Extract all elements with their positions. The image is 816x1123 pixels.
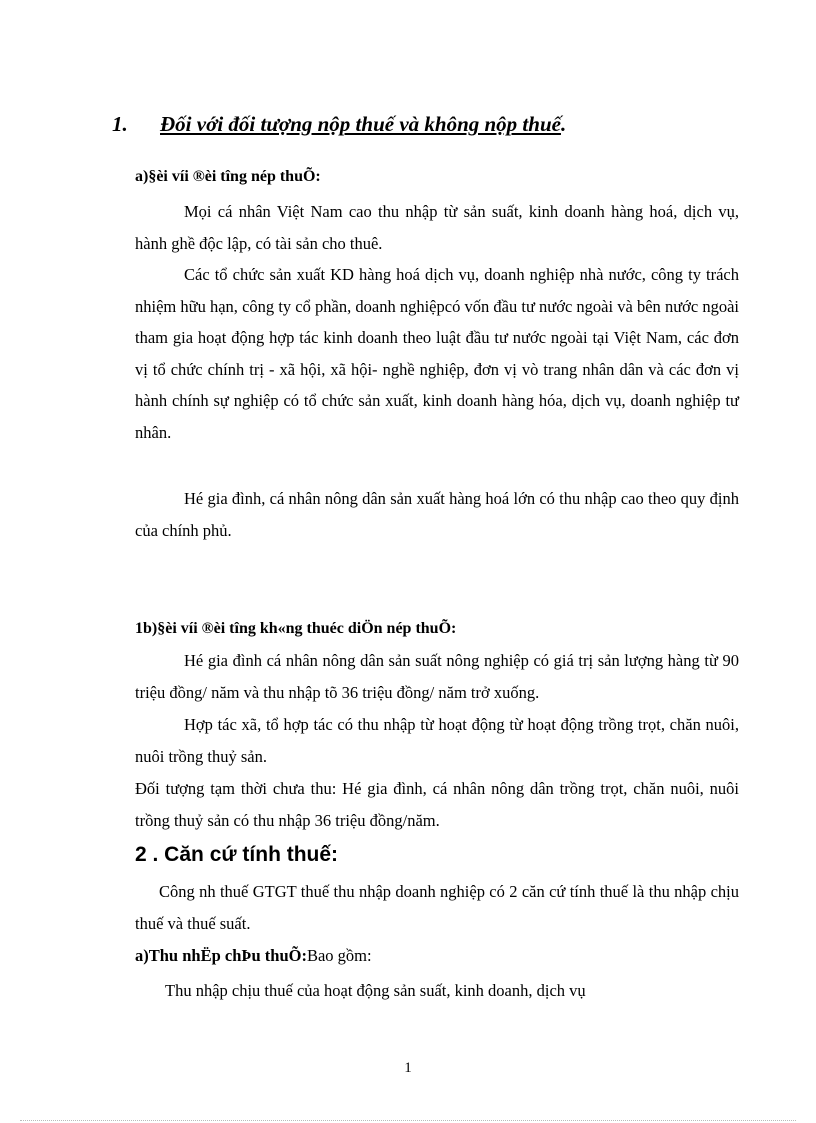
section-b-title: 1b)§èi víi ®èi tîng kh«ng thuéc diÖn nép thuÕ: [135,620,457,637]
section-2-intro: Công nh thuế GTGT thuế thu nhập doanh nghiệp có 2 căn cứ tính thuế là thu nhập chịu thuế và thuế suất. [135,882,739,933]
heading-1-text: Đối với đối tượng nộp thuế và không nộp thuế [160,112,561,136]
heading-1-number: 1. [112,112,128,136]
section-a-paragraph-3: Hé gia đình, cá nhân nông dân sản xuất hàng hoá lớn có thu nhập cao theo quy định của chính phủ. [135,489,739,540]
page-number: 1 [404,1060,412,1076]
section-b-extra-paragraph: Đối tượng tạm thời chưa thu: Hé gia đình, cá nhân nông dân trồng trọt, chăn nuôi, nuôi trồng thuỷ sản có thu nhập 36 triệu đồng/năm. [135,779,739,830]
section-a-paragraph-2: Các tổ chức sản xuất KD hàng hoá dịch vụ, doanh nghiệp nhà nước, công ty trách nhiệm hữu hạn, công ty cổ phần, doanh nghiệpcó vốn đầu tư nước ngoài và bên nước ngoài tham gia hoạt động hợp tác kinh doanh theo luật đầu tư nước ngoài tại Việt Nam, các đơn vị tổ chức chính trị - xã hội, xã hội- nghề nghiệp, đơn vị vò trang nhân dân và các đơn vị hành chính sự nghiệp có tổ chức sản xuất, kinh doanh hàng hóa, dịch vụ, doanh nghiệp tư nhân. [135,265,739,442]
section-2-subheading-rest: Bao gồm: [306,946,372,965]
section-a-title: a)§èi víi ®èi tîng nép thuÕ: [135,168,321,185]
heading-2: 2 . Căn cứ tính thuế: [135,843,339,866]
section-b-paragraph-2: Hợp tác xã, tổ hợp tác có thu nhập từ hoạt động từ hoạt động trồng trọt, chăn nuôi, nuôi trồng thuỷ sản. [135,715,739,766]
section-2-last-line: Thu nhập chịu thuế của hoạt động sản suất, kinh doanh, dịch vụ [165,981,586,1000]
section-a-paragraph-1: Mọi cá nhân Việt Nam cao thu nhập từ sản suất, kinh doanh hàng hoá, dịch vụ, hành ghề độc lập, có tài sản cho thuê. [135,202,739,253]
heading-1-tail: . [560,112,567,136]
section-2-subheading [135,940,739,972]
section-b-paragraph-1: Hé gia đình cá nhân nông dân sản suất nông nghiệp có giá trị sản lượng hàng từ 90 triệu đồng/ năm và thu nhập tõ 36 triệu đồng/ năm trở xuống. [135,651,739,702]
heading-1 [112,112,566,137]
section-2-subheading-bold: a)Thu nhËp chÞu thuÕ: [135,946,307,965]
page-bottom-divider [20,1120,796,1121]
